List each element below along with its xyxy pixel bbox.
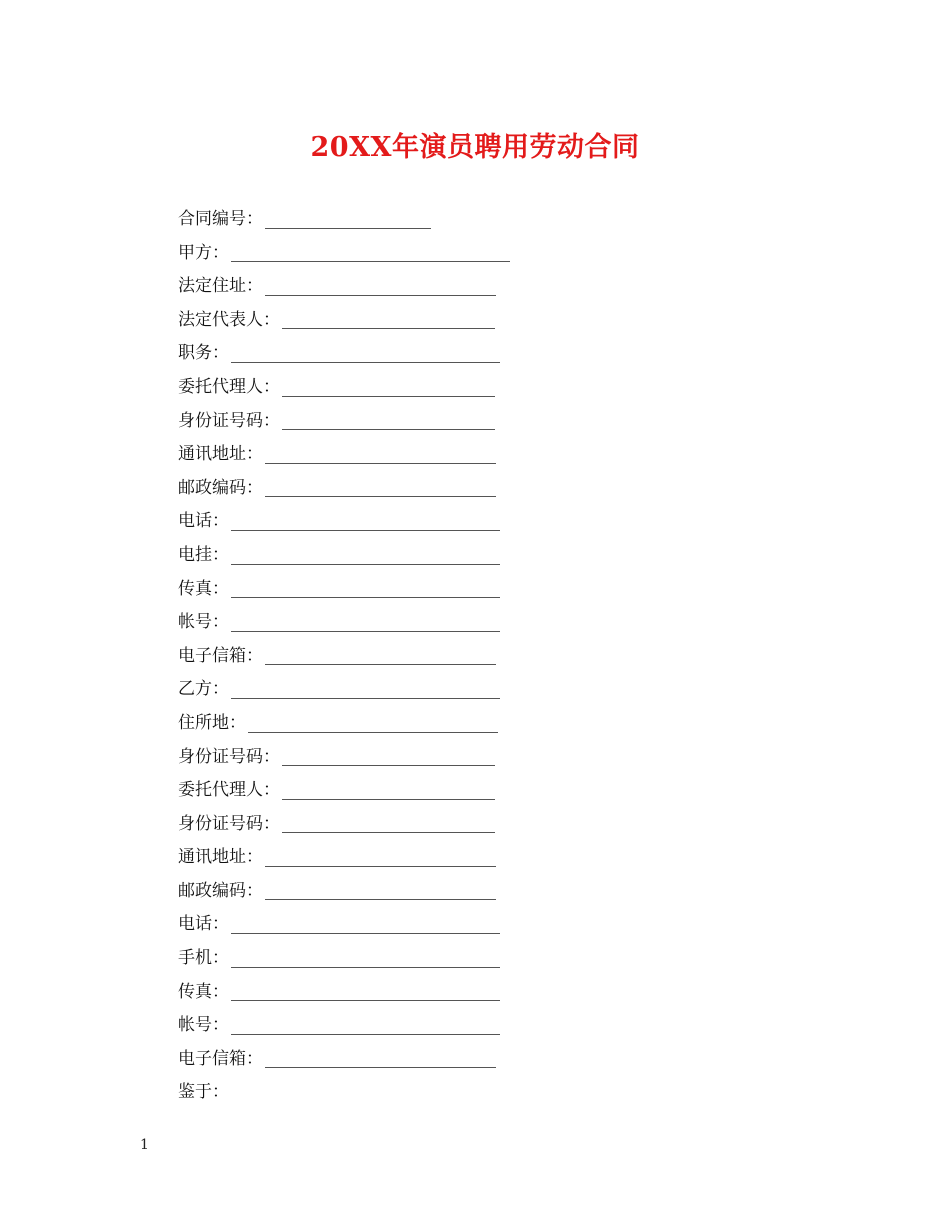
field-label: 身份证号码： — [178, 746, 280, 767]
field-residence-b — [178, 707, 510, 741]
blank-line[interactable] — [265, 463, 496, 464]
field-id-number-b — [178, 741, 510, 775]
field-telegram-a — [178, 539, 510, 573]
field-postal-code-a — [178, 472, 510, 506]
field-legal-address — [178, 270, 510, 304]
blank-line[interactable] — [265, 1067, 496, 1068]
field-position — [178, 337, 510, 371]
field-label: 鉴于： — [178, 1082, 229, 1103]
blank-line[interactable] — [282, 765, 495, 766]
field-mailing-address-a — [178, 438, 510, 472]
blank-line[interactable] — [265, 496, 496, 497]
blank-line[interactable] — [282, 832, 495, 833]
blank-line[interactable] — [231, 362, 500, 363]
field-label: 传真： — [178, 981, 229, 1002]
blank-line[interactable] — [231, 1000, 500, 1001]
field-label: 邮政编码： — [178, 477, 263, 498]
blank-line[interactable] — [231, 261, 510, 262]
blank-line[interactable] — [231, 967, 500, 968]
field-account-b — [178, 1009, 510, 1043]
blank-line[interactable] — [231, 698, 500, 699]
page-title: 20XX年演员聘用劳动合同 — [310, 132, 640, 163]
field-email-a — [178, 640, 510, 674]
field-label: 法定住址： — [178, 276, 263, 297]
field-label: 帐号： — [178, 612, 229, 633]
field-label: 电子信箱： — [178, 645, 263, 666]
field-label: 通讯地址： — [178, 847, 263, 868]
blank-line[interactable] — [282, 799, 495, 800]
field-agent-a — [178, 371, 510, 405]
field-label: 委托代理人： — [178, 780, 280, 801]
field-contract-number — [178, 203, 510, 237]
blank-line[interactable] — [265, 295, 496, 296]
field-label: 委托代理人： — [178, 376, 280, 397]
field-label: 电挂： — [178, 544, 229, 565]
field-label: 身份证号码： — [178, 813, 280, 834]
blank-line[interactable] — [231, 597, 500, 598]
field-label: 电子信箱： — [178, 1048, 263, 1069]
field-id-number-a — [178, 405, 510, 439]
field-label: 手机： — [178, 948, 229, 969]
field-postal-code-b — [178, 875, 510, 909]
field-mailing-address-b — [178, 841, 510, 875]
field-fax-b — [178, 976, 510, 1010]
field-account-a — [178, 606, 510, 640]
field-party-b — [178, 673, 510, 707]
blank-line[interactable] — [282, 396, 495, 397]
blank-line[interactable] — [231, 933, 500, 934]
field-label: 邮政编码： — [178, 880, 263, 901]
field-label: 电话： — [178, 914, 229, 935]
field-label: 合同编号： — [178, 209, 263, 229]
blank-line[interactable] — [231, 631, 500, 632]
blank-line[interactable] — [231, 564, 500, 565]
field-mobile-b — [178, 942, 510, 976]
field-email-b — [178, 1043, 510, 1077]
blank-line[interactable] — [231, 530, 500, 531]
blank-line[interactable] — [265, 866, 496, 867]
field-label: 住所地： — [178, 712, 246, 733]
field-phone-b — [178, 908, 510, 942]
contract-fields — [178, 203, 510, 1110]
field-label: 职务： — [178, 343, 229, 364]
field-phone-a — [178, 505, 510, 539]
page-number: 1 — [140, 1137, 149, 1153]
field-label: 电话： — [178, 511, 229, 532]
field-party-a — [178, 237, 510, 271]
field-fax-a — [178, 573, 510, 607]
field-label: 帐号： — [178, 1015, 229, 1036]
field-label: 身份证号码： — [178, 410, 280, 431]
blank-line[interactable] — [265, 664, 496, 665]
field-label: 乙方： — [178, 679, 229, 700]
field-label: 通讯地址： — [178, 444, 263, 465]
blank-line[interactable] — [282, 429, 495, 430]
field-label: 传真： — [178, 578, 229, 599]
field-label: 法定代表人： — [178, 309, 280, 330]
field-agent-b — [178, 774, 510, 808]
blank-line[interactable] — [265, 228, 431, 229]
blank-line[interactable] — [248, 732, 498, 733]
field-legal-representative — [178, 304, 510, 338]
field-agent-id-number-b — [178, 808, 510, 842]
field-label: 甲方： — [178, 242, 229, 263]
blank-line[interactable] — [231, 1034, 500, 1035]
field-whereas — [178, 1076, 510, 1110]
blank-line[interactable] — [282, 328, 495, 329]
blank-line[interactable] — [265, 899, 496, 900]
